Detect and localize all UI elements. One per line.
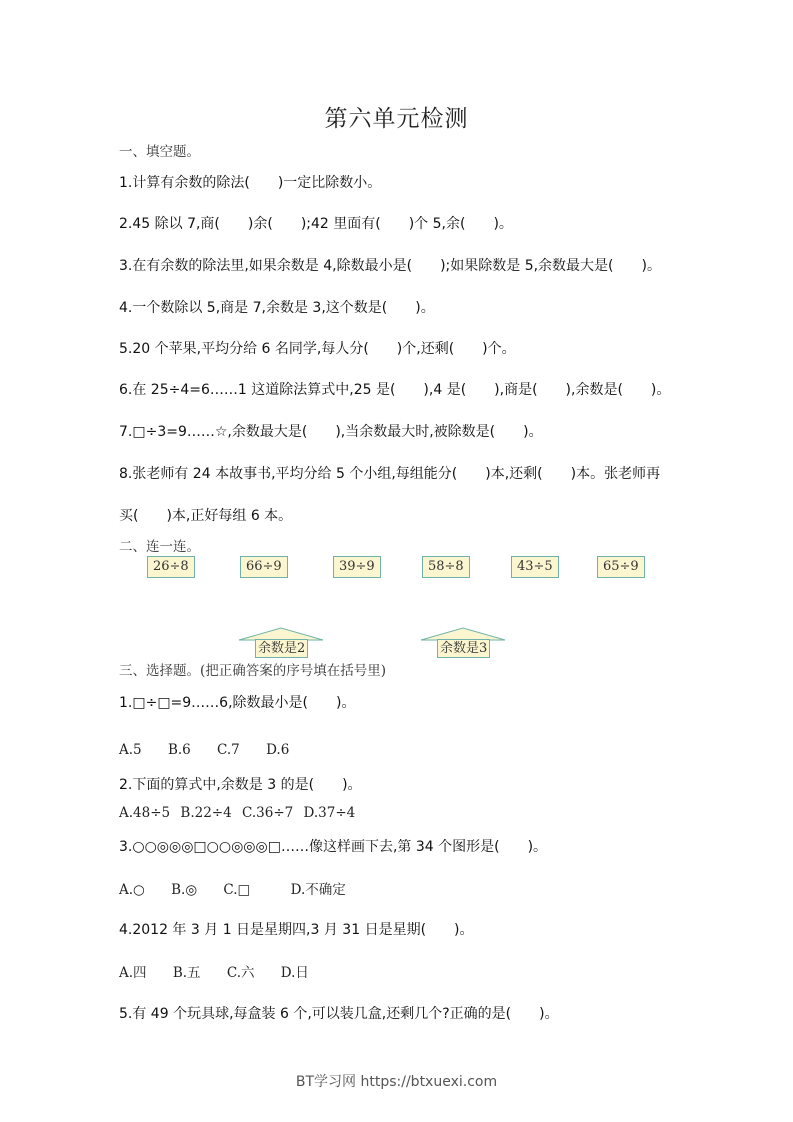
option-b[interactable]: B.五 — [172, 965, 201, 981]
choice-question-4: 4.2012 年 3 月 1 日是星期四,3 月 31 日是星期( )。 — [119, 922, 474, 938]
option-b[interactable]: B.22÷4 — [180, 805, 232, 821]
fill-question-8-continued: 买( )本,正好每组 6 本。 — [119, 508, 293, 524]
fill-question-2: 2.45 除以 7,商( )余( );42 里面有( )个 5,余( )。 — [119, 216, 513, 232]
fill-question-3: 3.在有余数的除法里,如果余数是 4,除数最小是( );如果除数是 5,余数最大是( )。 — [119, 258, 661, 274]
choice-question-3: 3.○○◎◎◎□○○◎◎◎□……像这样画下去,第 34 个图形是( )。 — [119, 839, 548, 855]
option-a[interactable]: A.5 — [119, 742, 142, 758]
choice-options-3 — [119, 878, 368, 898]
fill-question-8: 8.张老师有 24 本故事书,平均分给 5 个小组,每组能分( )本,还剩( )本。张老师再 — [119, 466, 661, 482]
fill-question-5: 5.20 个苹果,平均分给 6 名同学,每人分( )个,还剩( )个。 — [119, 341, 516, 357]
page-title: 第六单元检测 — [324, 106, 469, 132]
expression-box-2[interactable]: 66÷9 — [240, 556, 288, 578]
option-d[interactable]: D.不确定 — [290, 882, 346, 898]
fill-question-7: 7.□÷3=9……☆,余数最大是( ),当余数最大时,被除数是( )。 — [119, 424, 543, 440]
choice-options-1 — [119, 742, 311, 758]
expression-box-4[interactable]: 58÷8 — [422, 556, 470, 578]
choice-question-5: 5.有 49 个玩具球,每盒装 6 个,可以装几盒,还剩几个?正确的是( )。 — [119, 1006, 559, 1022]
expression-box-1[interactable]: 26÷8 — [147, 556, 195, 578]
option-b[interactable]: B.◎ — [171, 882, 198, 898]
option-d[interactable]: D.6 — [266, 742, 290, 758]
choice-question-2: 2.下面的算式中,余数是 3 的是( )。 — [119, 777, 362, 793]
option-a[interactable]: A.48÷5 — [119, 805, 171, 821]
expression-box-3[interactable]: 39÷9 — [333, 556, 381, 578]
remainder-label-3: 余数是3 — [437, 639, 490, 658]
choice-options-2 — [119, 805, 361, 821]
remainder-house-3[interactable] — [420, 627, 506, 656]
option-d[interactable]: D.37÷4 — [303, 805, 356, 821]
option-c[interactable]: C.36÷7 — [242, 805, 294, 821]
option-a[interactable]: A.○ — [119, 882, 145, 898]
fill-question-6: 6.在 25÷4=6……1 这道除法算式中,25 是( ),4 是( ),商是( ),余数是( )。 — [119, 382, 671, 398]
expression-box-6[interactable]: 65÷9 — [597, 556, 645, 578]
section-heading-match: 二、连一连。 — [119, 539, 200, 555]
section-heading-fill-in: 一、填空题。 — [119, 144, 200, 160]
remainder-label-2: 余数是2 — [255, 639, 308, 658]
remainder-house-2[interactable] — [238, 627, 324, 656]
fill-question-4: 4.一个数除以 5,商是 7,余数是 3,这个数是( )。 — [119, 300, 435, 316]
choice-options-4 — [119, 961, 331, 981]
choice-question-1: 1.□÷□=9……6,除数最小是( )。 — [119, 695, 356, 711]
section-heading-choice: 三、选择题。(把正确答案的序号填在括号里) — [119, 663, 387, 679]
option-a[interactable]: A.四 — [119, 965, 147, 981]
expression-box-5[interactable]: 43÷5 — [511, 556, 559, 578]
footer-watermark: BT学习网 https://btxuexi.com — [295, 1074, 498, 1090]
option-c[interactable]: C.六 — [226, 965, 255, 981]
option-c[interactable]: C.7 — [217, 742, 240, 758]
option-b[interactable]: B.6 — [167, 742, 191, 758]
option-d[interactable]: D.日 — [280, 965, 309, 981]
fill-question-1: 1.计算有余数的除法( )一定比除数小。 — [119, 175, 382, 191]
option-c[interactable]: C.□ — [223, 882, 251, 898]
